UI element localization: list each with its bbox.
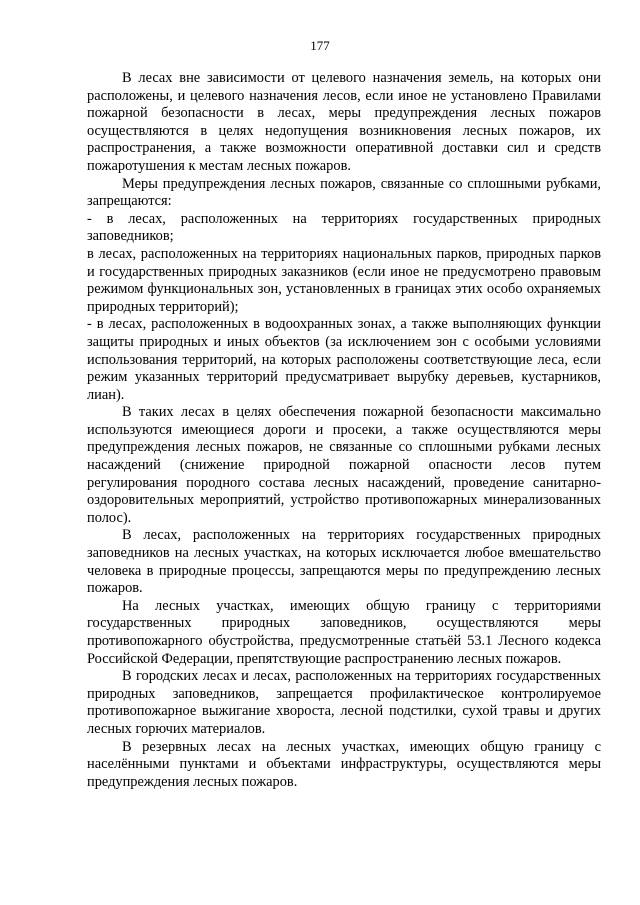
paragraph-fire-prevention-general: В лесах вне зависимости от целевого назначения земель, на которых они расположены, и целевого назначения лесов, если иное не установлено Правилами пожарной безопасности в лесах, меры предупреждения лесных пожаров осуществляются в целях недопущения возникновения лесных пожаров, их распространения, а также возможности оперативной доставки сил и средств пожаротушения к местам лесных пожаров. bbox=[87, 70, 601, 174]
page-number: 177 bbox=[310, 38, 330, 53]
paragraph-reserve-forests: В резервных лесах на лесных участках, имеющих общую границу с населёнными пунктами и объектами инфраструктуры, осуществляются меры предупреждения лесных пожаров. bbox=[87, 738, 601, 790]
paragraph-urban-forests: В городских лесах и лесах, расположенных на территориях государственных природных заповедников, запрещается профилактическое контролируемое противопожарное выжигание хвороста, лесной подстилки, сухой травы и других лесных горючих материалов. bbox=[87, 668, 601, 737]
paragraph-reserves-no-intervention: В лесах, расположенных на территориях государственных природных заповедников на лесных участках, на которых исключается любое вмешательство человека в природные процессы, запрещаются меры по предупреждению лесных пожаров. bbox=[87, 527, 601, 597]
body-text bbox=[87, 70, 601, 791]
paragraph-roads-and-clearings: В таких лесах в целях обеспечения пожарной безопасности максимально используются имеющиеся дороги и просеки, а также осуществляются меры предупреждения лесных пожаров, не связанные со сплошными рубками лесных насаждений (снижение природной пожарной опасности лесов путем регулирования породного состава лесных насаждений, проведение санитарно-оздоровительных мероприятий, устройство противопожарных минерализованных полос). bbox=[87, 404, 601, 526]
paragraph-clearcut-prohibitions: Меры предупреждения лесных пожаров, связанные со сплошными рубками, запрещаются: bbox=[87, 175, 601, 210]
list-item-water-protection-zones: - в лесах, расположенных в водоохранных зонах, а также выполняющих функции защиты природных и иных объектов (за исключением зон с особыми условиями использования территорий, на которых расположены соответствующие леса, если режим указанных территорий предусматривает вырубку деревьев, кустарников, лиан). bbox=[87, 316, 601, 403]
list-item-national-parks: в лесах, расположенных на территориях национальных парков, природных парков и государственных природных заказников (если иное не предусмотрено правовым режимом функциональных зон, установленных в границах этих особо охраняемых природных территорий); bbox=[87, 245, 601, 315]
paragraph-border-plots: На лесных участках, имеющих общую границу с территориями государственных природных заповедников, осуществляются меры противопожарного обустройства, предусмотренные статьёй 53.1 Лесного кодекса Российской Федерации, препятствующие распространению лесных пожаров. bbox=[87, 597, 601, 667]
list-item-reserves: - в лесах, расположенных на территориях государственных природных заповедников; bbox=[87, 210, 601, 245]
